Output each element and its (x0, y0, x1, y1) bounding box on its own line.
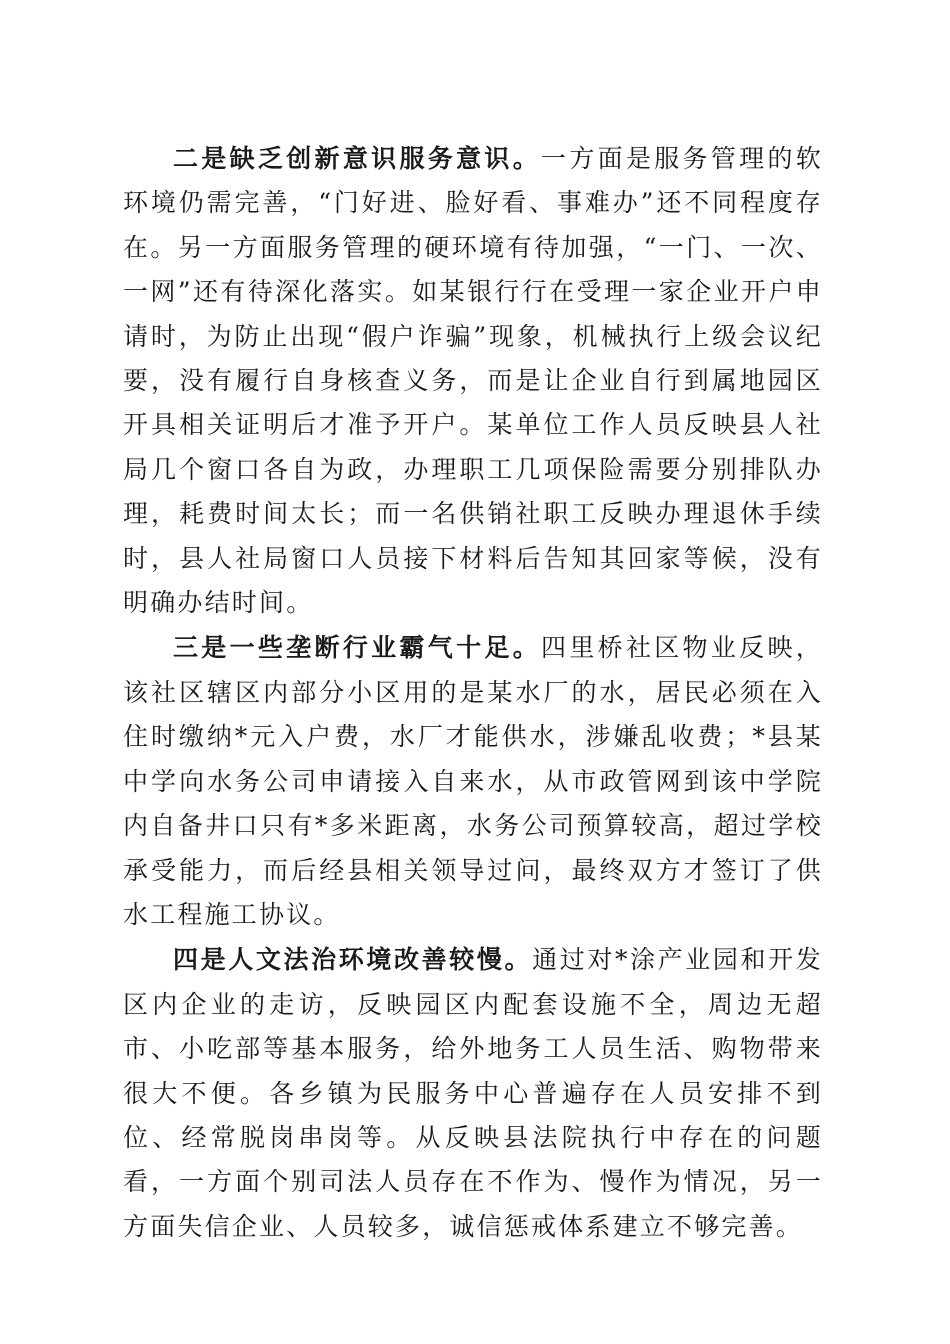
paragraph-legal-environment (123, 938, 823, 1249)
paragraph-text: 四里桥社区物业反映，该社区辖区内部分小区用的是某水厂的水，居民必须在入住时缴纳*元入户费，水厂才能供水，涉嫌乱收费；*县某中学向水务公司申请接入自来水，从市政管网到该中学院内自备井口只有*多米距离，水务公司预算较高，超过学校承受能力，而后经县相关领导过问，最终双方才签订了供水工程施工协议。 (123, 633, 823, 929)
paragraph-heading: 二是缺乏创新意识服务意识。 (173, 144, 542, 173)
paragraph-monopoly-industries (123, 626, 823, 937)
paragraph-heading: 三是一些垄断行业霸气十足。 (173, 633, 542, 663)
paragraph-lack-of-innovation (123, 137, 823, 625)
paragraph-text: 通过对*涂产业园和开发区内企业的走访，反映园区内配套设施不全，周边无超市、小吃部等基本服务，给外地务工人员生活、购物带来很大不便。各乡镇为民服务中心普遍存在人员安排不到位、经常脱岗串岗等。从反映县法院执行中存在的问题看，一方面个别司法人员存在不作为、慢作为情况，另一方面失信企业、人员较多，诚信惩戒体系建立不够完善。 (123, 945, 823, 1241)
document-body (123, 137, 823, 1250)
paragraph-text: 一方面是服务管理的软环境仍需完善，“门好进、脸好看、事难办”还不同程度存在。另一方面服务管理的硬环境有待加强，“一门、一次、一网”还有待深化落实。如某银行行在受理一家企业开户申请时，为防止出现“假户诈骗”现象，机械执行上级会议纪要，没有履行自身核查义务，而是让企业自行到属地园区开具相关证明后才准予开户。某单位工作人员反映县人社局几个窗口各自为政，办理职工几项保险需要分别排队办理，耗费时间太长；而一名供销社职工反映办理退休手续时，县人社局窗口人员接下材料后告知其回家等候，没有明确办结时间。 (123, 144, 823, 618)
paragraph-heading: 四是人文法治环境改善较慢。 (173, 945, 533, 975)
